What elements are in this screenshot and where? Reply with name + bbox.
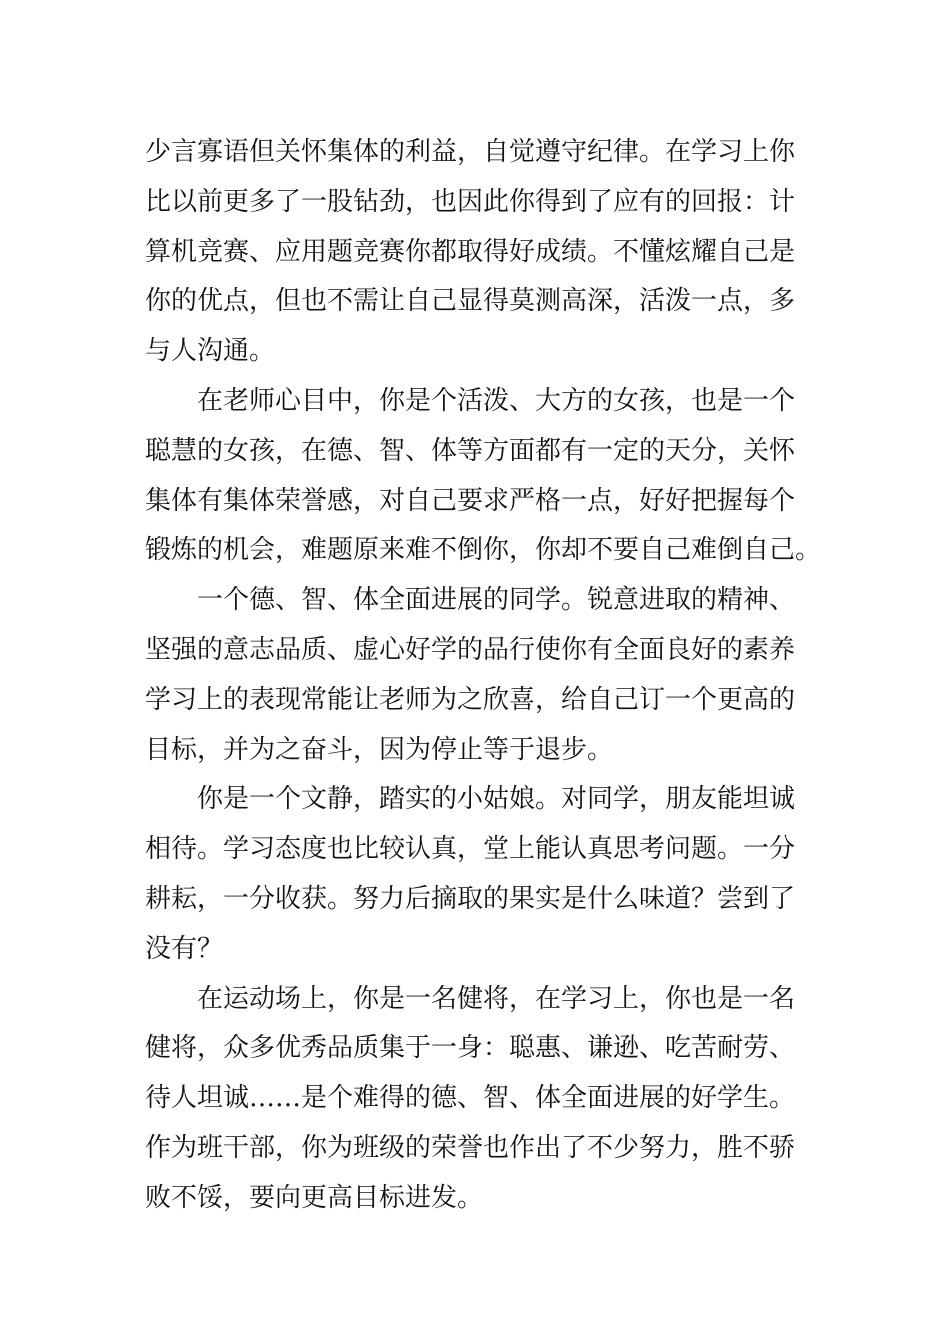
text-line: 一个德、智、体全面进展的同学。锐意进取的精神、	[197, 585, 796, 616]
text-line: 在老师心目中，你是个活泼、大方的女孩，也是一个	[197, 385, 796, 416]
text-line: 败不馁，要向更高目标进发。	[145, 1182, 484, 1213]
text-line: 坚强的意志品质、虚心好学的品行使你有全面良好的素养	[145, 634, 796, 665]
text-line: 集体有集体荣誉感，对自己要求严格一点，好好把握每个	[145, 485, 796, 516]
paragraph-5	[145, 975, 807, 1224]
paragraph-3	[145, 576, 807, 775]
text-line: 待人坦诚……是个难得的德、智、体全面进展的好学生。	[145, 1083, 796, 1114]
paragraph-1	[145, 128, 807, 377]
text-line: 少言寡语但关怀集体的利益，自觉遵守纪律。在学习上你	[145, 137, 796, 167]
text-line: 相待。学习态度也比较认真，堂上能认真思考问题。一分	[145, 834, 796, 865]
document-body	[145, 128, 822, 1224]
text-line: 在运动场上，你是一名健将，在学习上，你也是一名	[197, 983, 796, 1014]
text-line: 你是一个文静，踏实的小姑娘。对同学，朋友能坦诚	[197, 784, 796, 815]
text-line: 作为班干部，你为班级的荣誉也作出了不少努力，胜不骄	[145, 1132, 796, 1163]
text-line: 比以前更多了一股钻劲，也因此你得到了应有的回报：计	[145, 186, 796, 217]
text-line: 你的优点，但也不需让自己显得莫测高深，活泼一点，多	[145, 286, 796, 317]
text-line: 学习上的表现常能让老师为之欣喜，给自己订一个更高的	[145, 684, 796, 715]
text-line: 锻炼的机会，难题原来难不倒你，你却不要自己难倒自己。	[145, 535, 822, 566]
text-line: 与人沟通。	[145, 336, 276, 367]
text-line: 没有？	[145, 933, 224, 964]
paragraph-4	[145, 775, 807, 974]
text-line: 算机竞赛、应用题竞赛你都取得好成绩。不懂炫耀自己是	[145, 236, 796, 267]
paragraph-2	[145, 377, 822, 576]
text-line: 耕耘，一分收获。努力后摘取的果实是什么味道？尝到了	[145, 883, 796, 914]
text-line: 健将，众多优秀品质集于一身：聪惠、谦逊、吃苦耐劳、	[145, 1033, 796, 1064]
text-line: 聪慧的女孩，在德、智、体等方面都有一定的天分，关怀	[145, 435, 796, 466]
text-line: 目标，并为之奋斗，因为停止等于退步。	[145, 734, 614, 765]
